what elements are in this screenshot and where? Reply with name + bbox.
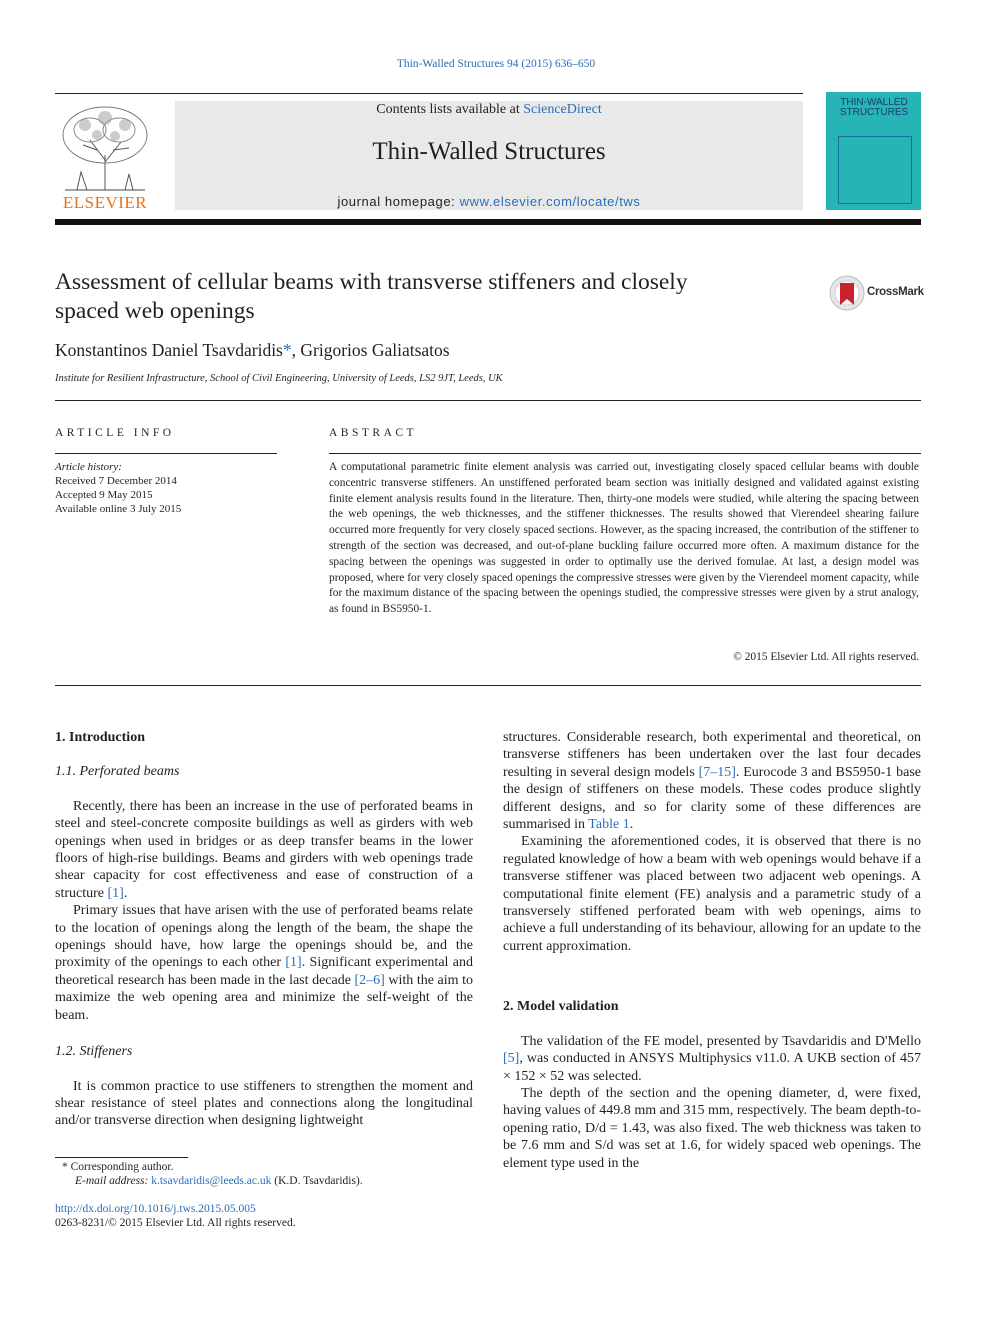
paragraph-text: Recently, there has been an increase in the use of perforated beams in steel and steel-concrete composite buildings as well as girders with web openings when used in bridges or as deep transfer beams in the lower floors of high-rise buildings. Beams and girders with web openings trade shear capacity for cost effectiveness and ease of construction of a structure <box>55 798 473 901</box>
affiliation: Institute for Resilient Infrastructure, School of Civil Engineering, University of Leeds, LS2 9JT, Leeds, UK <box>55 373 503 384</box>
footnote-corresponding <box>62 1160 173 1175</box>
right-column <box>503 729 921 1172</box>
reference-link[interactable]: [5] <box>503 1051 520 1067</box>
abstract-text: A computational parametric finite element analysis was carried out, investigating closely spaced cellular beams with double concentric transverse stiffeners. An unstiffened perforated beam section was initially designed and validated against existing finite element analysis results found in the literature. Then, thirty-one models were studied, while altering the spacing between the web openings, the web thicknesses, and the stiffener thicknesses. The results showed that Vierendeel shearing failure occurred more frequently for very closely spaced sections. However, as the spacing increased, the contribution of the stiffener to strength of the section was decreased, and out-of-plane buckling failure occurred more often. A maximum distance for the spacing between the openings was suggested in order to optimally use the derived fomulae. At last, a design model was proposed, where for very closely spaced openings the compressive stresses were given by the Vierendeel moment capacity, while for the maximum distance of the spacing between the openings studied, the compressive stresses were given by a strut analogy, as found in BS5950-1. <box>329 461 919 616</box>
cover-illustration <box>838 136 912 204</box>
section-heading-introduction: 1. Introduction <box>55 730 145 745</box>
elsevier-logo[interactable] <box>55 100 155 215</box>
paragraph <box>503 833 921 955</box>
header-thick-rule <box>55 219 921 225</box>
paragraph-text: with the aim to maximize the web opening area and minimize the self-weight of the beam. <box>55 972 473 1023</box>
footnote-rule <box>55 1157 188 1158</box>
paragraph <box>503 1033 921 1085</box>
sciencedirect-link[interactable]: ScienceDirect <box>523 102 602 117</box>
paragraph-text: It is common practice to use stiffeners to strengthen the moment and shear resistance of steel plates and connections along the longitudinal and/or transverse direction when designing lightweight <box>55 1078 473 1129</box>
footnote-text: (K.D. Tsavdaridis). <box>271 1175 363 1187</box>
paragraph-text: The depth of the section and the opening diameter, d, were fixed, having values of 449.8 mm and 315 mm, respectively. The beam depth-to-opening ratio, D/d = 1.43, was also fixed. The web thickness was taken to be 7.6 mm and S/d was set at 1.6, for widely spaced web openings. The element type used in the <box>503 1085 921 1171</box>
paragraph <box>55 798 473 902</box>
history-received: Received 7 December 2014 <box>55 475 177 487</box>
author-separator: , <box>291 340 301 360</box>
history-online: Available online 3 July 2015 <box>55 503 182 515</box>
reference-link[interactable]: [1] <box>285 955 302 971</box>
paragraph-text: The validation of the FE model, presented by Tsavdaridis and D'Mello <box>521 1033 921 1049</box>
article-info-rule <box>55 453 277 454</box>
reference-link[interactable]: [2–6] <box>354 972 385 988</box>
issn-copyright: 0263-8231/© 2015 Elsevier Ltd. All rights reserved. <box>55 1217 296 1229</box>
reference-link[interactable]: [1] <box>107 885 124 901</box>
paragraph <box>503 729 921 833</box>
crossmark-button[interactable] <box>829 275 924 311</box>
footnote-email <box>75 1174 363 1189</box>
history-accepted: Accepted 9 May 2015 <box>55 489 153 501</box>
section-rule <box>55 685 921 686</box>
title-line1: Assessment of cellular beams with transverse stiffeners and closely <box>55 269 688 295</box>
paragraph-text: . <box>123 885 128 901</box>
homepage-prefix: journal homepage: <box>337 194 460 209</box>
journal-name: Thin-Walled Structures <box>372 138 606 165</box>
section-heading-model-validation: 2. Model validation <box>503 999 619 1015</box>
subsection-heading-stiffeners: 1.2. Stiffeners <box>55 1044 133 1060</box>
corresponding-author-mark[interactable]: * <box>282 340 292 360</box>
paragraph <box>503 1085 921 1172</box>
cover-title <box>832 98 916 118</box>
paragraph-text: Examining the aforementioned codes, it is observed that there is no regulated knowledge of how a beam with web openings would behave if a transverse stiffener was placed between two adjacent web openings. A computational finite element (FE) analysis and a parametric study of a transversely stiffened perforated beam with web openings, aims to achieve a full understanding of its behaviour, allowing for an update to the current approximation. <box>503 834 921 954</box>
crossmark-label: CrossMark <box>867 286 924 298</box>
abstract-heading: ABSTRACT <box>329 427 418 439</box>
author-list <box>55 340 450 361</box>
email-label: E-mail address: <box>75 1175 152 1187</box>
paragraph-text: , was conducted in ANSYS Multiphysics v11.0. A UKB section of 457 × 152 × 52 was selected. <box>503 1051 921 1084</box>
cover-title-line2: STRUCTURES <box>839 107 909 118</box>
abstract-rule <box>329 453 921 454</box>
paragraph <box>55 902 473 1024</box>
subsection-heading-perforated-beams: 1.1. Perforated beams <box>55 764 180 780</box>
cover-title-line1: THIN-WALLED <box>840 97 908 108</box>
article-info-heading: ARTICLE INFO <box>55 427 175 439</box>
journal-homepage <box>175 194 803 209</box>
journal-citation[interactable]: Thin-Walled Structures 94 (2015) 636–650 <box>396 58 596 70</box>
journal-cover[interactable] <box>826 92 921 210</box>
history-label: Article history: <box>55 461 122 473</box>
abstract-copyright: © 2015 Elsevier Ltd. All rights reserved. <box>733 651 919 663</box>
footnote-text: Corresponding author. <box>67 1161 174 1173</box>
contents-prefix: Contents lists available at <box>376 102 524 117</box>
paragraph-text: . Eurocode 3 and BS5950-1 base the design of stiffeners on these models. These codes produce slightly different designs, and so for clarity some of these differences are summarised in <box>503 764 921 833</box>
paragraph-text: structures. Considerable research, both experimental and theoretical, on transverse stiffeners has been undertaken over the last four decades resulting in several design models <box>503 730 921 780</box>
article-history <box>55 460 181 516</box>
reference-link[interactable]: [7–15] <box>698 764 736 780</box>
footnote-mark: * <box>62 1161 68 1173</box>
contents-line <box>175 102 803 118</box>
paper-title <box>55 268 795 326</box>
header-rule <box>55 93 803 94</box>
table-link[interactable]: Table 1 <box>588 817 630 833</box>
section-rule <box>55 400 921 401</box>
email-link[interactable]: k.tsavdaridis@leeds.ac.uk <box>151 1175 272 1187</box>
doi-link[interactable]: http://dx.doi.org/10.1016/j.tws.2015.05.005 <box>55 1203 256 1215</box>
author-name[interactable]: Konstantinos Daniel Tsavdaridis <box>55 340 283 360</box>
homepage-link[interactable]: www.elsevier.com/locate/tws <box>459 194 641 209</box>
author-name[interactable]: Grigorios Galiatsatos <box>300 340 450 360</box>
left-column <box>55 729 473 1130</box>
title-line2: spaced web openings <box>55 298 255 324</box>
elsevier-wordmark: ELSEVIER <box>62 193 148 212</box>
crossmark-icon <box>829 275 865 311</box>
paragraph-text: . <box>629 817 634 833</box>
paragraph <box>55 1078 473 1130</box>
paragraph-text: . Significant experimental and theoretical research has been made in the last decade <box>55 955 473 988</box>
paragraph-text: Primary issues that have arisen with the use of perforated beams relate to the location of openings along the length of the beam, the shape the openings should have, how large the openings should be, and the proximity of the openings to each other <box>55 903 473 971</box>
